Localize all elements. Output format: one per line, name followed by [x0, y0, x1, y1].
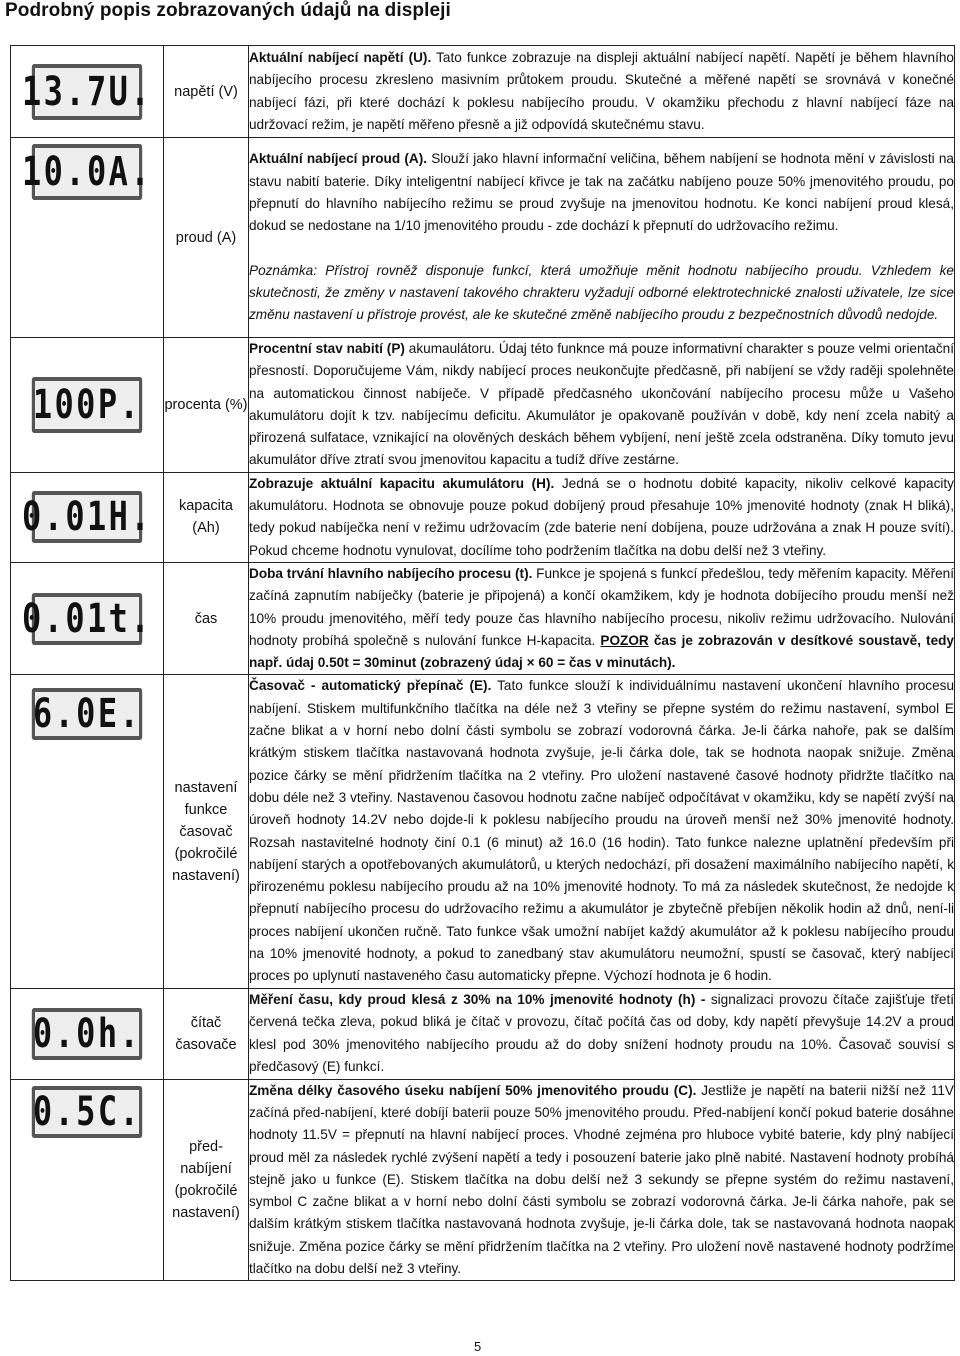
row-heading: Zobrazuje aktuální kapacitu akumulátoru (H). [249, 475, 555, 491]
table-row [11, 338, 955, 473]
row-label: kapacita (Ah) [164, 472, 249, 562]
row-label: čítač časovače [164, 988, 249, 1079]
lcd-display-image: 0.0h. [32, 1008, 142, 1060]
lcd-display-image: 10.0A. [32, 144, 142, 200]
row-label: před-nabíjení (pokročilé nastavení) [164, 1079, 249, 1281]
row-text: Slouží jako hlavní informační veličina, během nabíjení se hodnota mění v závislosti na stavu nabití baterie. Díky inteligentní nabíjecí křivce je tak na začátku nabíjeno pouze 50% jmenovitého proudu, po přepnutí do hlavního nabíjecího režimu se proud zvyšuje na jmenovitou hodnotu. Ke konci nabíjení proud klesá, dokud se nedostane na 1/10 jmenovitého proudu - zde dochází k přepnutí do udržovacího režimu. [249, 151, 954, 234]
page-number: 5 [474, 1339, 482, 1354]
row-label: čas [164, 562, 249, 674]
row-text: Jestliže je napětí na baterii nižší než 11V začíná před-nabíjení, které dobíjí baterii pouze 50% jmenovitého proudu. Před-nabíjení končí pokud baterie dosáhne hodnoty 11.5V = přepnutí na hlavní nabíjecí proces. Vhodné zejména pro hluboce vybité baterie, kdy plný nabíjecí proud měl za následek rychlé zvýšení napětí a tedy i posouzení baterie jako plně nabité. Nastavení hodnoty probíhá stejně jako u funkce (E). Stiskem tlačítka na dobu delší než 3 sekundy se přepne systém do režimu nastavení, symbol C začne blikat a v horní nebo dolní části symbolu se zobrazí vodorovná čárka. Je-li čárka nahoře, pak se dalším krátkým stiskem tlačítka nastavovaná hodnota zvyšuje, je-li čárka dole, tak se nastavovaná hodnota naopak snižuje. Změna pozice čárky se mění přidržením tlačítka na 2 vteřiny. Pro uložení nově nastavené hodnoty podržíme tlačítko na dobu delší než 3 vteřiny. [249, 1082, 954, 1276]
row-text: Jedná se o hodnotu dobité kapacity, nikoliv celkové kapacity akumulátoru. Hodnota se obnovuje pouze pokud dobíjený proud přesahuje 10% jmenovité hodnoty (znak H bliká), tedy pokud nabíječka není v režimu udržovacím (zde baterie není dobíjena, pouze udržována a znak H pouze svítí). Pokud chceme hodnotu vynulovat, docílíme toho podržením tlačítka na dobu delší než 3 vteřiny. [249, 475, 954, 558]
display-description-table [10, 45, 955, 1281]
lcd-display-image: 0.01H. [32, 491, 142, 543]
row-label: nastavení funkce časovač (pokročilé nastavení) [164, 675, 249, 988]
row-text: signalizaci provozu čítače zajišťuje třetí červená tečka zleva, pokud bliká je čítač v provozu, čítač počítá čas od doby, kdy napětí převyšuje 14.2V a proud klesl pod 30% jmenovitého nabíjecího proudu až do doby snížení hodnoty proudu na 10%. Časovač souvisí s předčasový (E) funkcí. [249, 992, 954, 1074]
row-heading: Změna délky časového úseku nabíjení 50% jmenovitého proudu (C). [249, 1082, 697, 1098]
lcd-display-image: 100P. [32, 377, 142, 433]
row-note: Poznámka: Přístroj rovněž disponuje funkcí, která umožňuje měnit hodnotu nabíjecího proudu. Vzhledem ke skutečnosti, že změny v nastavení takového chrakteru vyžadují odborné elektrotechnické znalosti uživatele, lze sice změnu nastavení u přístroje provést, ale ke skutečné změně nabíjecího proudu z bezpečnostních důvodů nedojde. [249, 262, 954, 323]
row-heading: Aktuální nabíjecí napětí (U). [249, 49, 432, 65]
table-row [11, 472, 955, 562]
table-row [11, 1079, 955, 1281]
lcd-display-image: 0.01t. [32, 593, 142, 645]
row-label: procenta (%) [164, 338, 249, 473]
row-heading: Měření času, kdy proud klesá z 30% na 10% jmenovité hodnoty (h) - [249, 992, 706, 1008]
row-text-bold: čas je zobrazován v desítkové soustavě, tedy např. údaj 0.50t = 30minut (zobrazený údaj × 60 = čas v minutách). [249, 632, 954, 671]
row-text: akumaulátoru. Údaj této funknce má pouze informativní charakter s pouze velmi orientační přesností. Doporučujeme Vám, nikdy nabíjecí proces neukončujte předčasně, při nabíjení se vždy raději spolehněte na automatickou činnost nabíječe. V případě předčasného ukončování nabíjecího procesu může u Vašeho akumulátoru dojít k tzv. nabíjecímu deficitu. Akumulátor je opakovaně používán v době, kdy není zcela nabitý a přirozená sulfatace, vznikající na olověných deskách během vybíjení, není ještě zcela odstraněna. Díky tomuto jevu akumulátor dříve ztratí svou jmenovitou kapacitu a tudíž dříve zestárne. [249, 341, 954, 468]
table-row [11, 138, 955, 338]
table-row [11, 988, 955, 1079]
table-row [11, 46, 955, 138]
row-heading: Aktuální nabíjecí proud (A). [249, 151, 428, 167]
row-label: proud (A) [164, 138, 249, 338]
lcd-display-image: 0.5C. [32, 1086, 142, 1138]
row-text: Tato funkce slouží k individuálnímu nastavení ukončení hlavního procesu nabíjení. Stiskem multifunkčního tlačítka na déle než 3 vteřiny se přepne systém do režimu nastavení, symbol E začne blikat a v horní nebo dolní části symbolu se zobrazí vodorovná čárka. Je-li čárka nahoře, pak se dalším krátkým stiskem tlačítka nastavovaná hodnota zvyšuje, je-li čárka dole, tak se hodnota naopak snižuje. Změna pozice čárky se mění přidržením tlačítka na 2 vteřiny. Pro uložení nastavené časové hodnoty přidržte tlačítko na dobu déle než 3 vteřiny. Nastavenou časovou hodnotu začne nabíječ odpočítávat v okamžiku, kdy se napětí zvýší na úroveň hodnoty 14.2V nebo dojde-li k poklesu nabíjecího proudu na úroveň menší než 30% jmenovité hodnoty. Rozsah nastavitelné hodnoty činí 0.1 (6 minut) až 16.0 (16 hodin). Tato funkce nalezne uplatnění především při nabíjení starých a opotřebovaných akumulátorů, u kterých nedochází, při dosažení maximálního nabíjecího napětí, k přirozenému poklesu nabíjecího proudu až na 10% jmenovité hodnoty. To má za následek skutečnost, že nedojde k přepnutí nabíjecího procesu do udržovacího režimu a akumulátor je zbytečně přebíjen několik hodin až dnů, není-li proces nabíjení ukončen ručně. Tato funkce však umožní nabíjet každý akumulátor až k poklesu nabíjecího proudu na 10% jmenovité hodnoty, a pokud to zanedbaný stav akumulátoru neumožní, spustí se časovač, který nabíjecí proces po uplynutí nastaveného času automaticky přepne. Výchozí hodnota je 6 hodin. [249, 678, 954, 984]
pozor-label: POZOR [600, 632, 649, 648]
row-label: napětí (V) [164, 46, 249, 138]
row-text: Tato funkce zobrazuje na displeji aktuální nabíjecí napětí. Napětí je během hlavního nabíjecího procesu zkresleno masivním průtokem proudu. Skutečné a měřené napětí se srovnává v konečné nabíjecí fázi, při které dochází k poklesu nabíjecího proudu. V okamžiku přechodu z hlavní nabíjecí fáze na udržovací režim, je napětí měřeno přesně a již odpovídá skutečnému stavu. [249, 49, 954, 132]
lcd-display-image: 13.7U. [32, 64, 142, 120]
lcd-display-image: 6.0E. [32, 688, 142, 740]
row-heading: Časovač - automatický přepínač (E). [249, 678, 492, 694]
row-heading: Doba trvání hlavního nabíjecího procesu (t). [249, 565, 533, 581]
table-row [11, 675, 955, 988]
row-heading: Procentní stav nabití (P) [249, 341, 405, 356]
page-title: Podrobný popis zobrazovaných údajů na displeji [5, 0, 451, 21]
row-text: Funkce je spojená s funkcí předešlou, tedy měřením kapacity. Měření začíná zapnutím nabíječky (baterie je připojená) a končí okamžikem, kdy je hodnota dobíjecího proudu menší než 10% proudu jmenovitého, měří tedy pouze čas hlavního nabíjecího procesu, nikoliv režimu udržovacího. Nulování hodnoty probíhá společně s nulování funkce H-kapacita. [249, 565, 954, 648]
table-row [11, 562, 955, 674]
